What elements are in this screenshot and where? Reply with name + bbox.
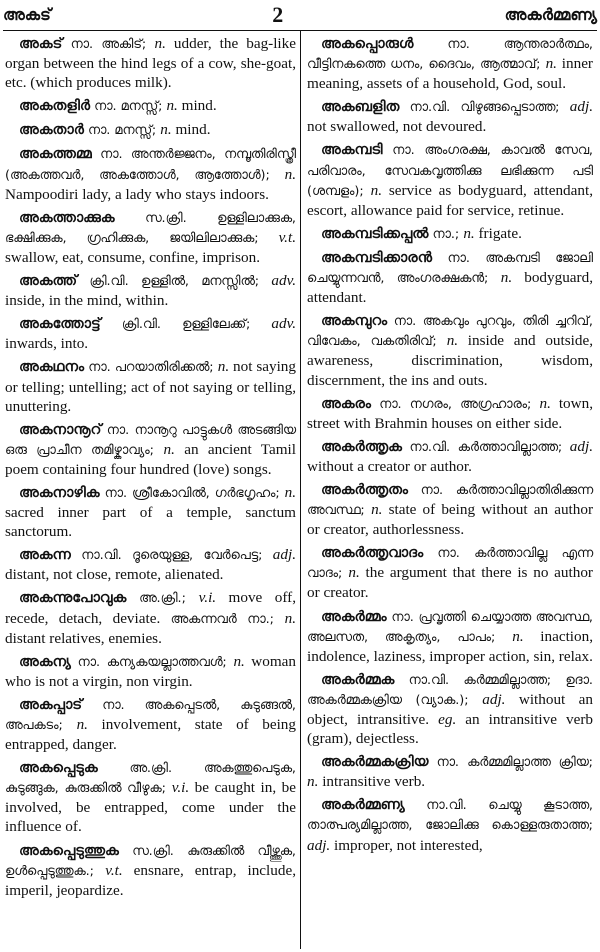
headword: അകർത്തൃവാദം: [321, 545, 424, 562]
dictionary-entry: [307, 437, 593, 476]
english-definition: inner meaning, assets of a household, God, soul.: [307, 55, 593, 93]
headword: അകതാർ: [19, 122, 84, 139]
dictionary-entry: [5, 120, 296, 140]
headword: അകരം: [321, 395, 372, 412]
dictionary-entry: [5, 271, 296, 310]
grammar-abbreviation: n.: [512, 627, 524, 645]
grammar-abbreviation: n.: [217, 358, 230, 376]
headword: അകർത്തൃതം: [321, 481, 408, 498]
malayalam-gloss: നാ. നാനൂറു പാട്ടുകൾ അടങ്ങിയ ഒരു പ്രാചീന തമിഴ്കാവ്യം;: [5, 422, 296, 458]
dictionary-entry: [307, 394, 593, 433]
grammar-abbreviation: n.: [163, 440, 175, 458]
headword: അകപ്പൊരുൾ: [321, 36, 414, 52]
grammar-abbreviation: n.: [76, 716, 88, 733]
grammar-abbreviation: n.: [154, 35, 166, 52]
malayalam-gloss: നാ. അന്തർജ്ജനം, നമ്പൂതിരിസ്ത്രീ (അകത്തവർ, അകത്തോൾ, ആത്തോൾ);: [5, 147, 296, 183]
dictionary-entry: [5, 545, 296, 584]
malayalam-gloss: ക്രി.വി. ഉള്ളിലേക്ക്;: [100, 317, 272, 333]
english-definition: improper, not interested,: [330, 836, 483, 854]
headword: അകന്നുപോവുക: [19, 590, 127, 607]
headword: അകപ്പെടുത്തുക: [19, 842, 119, 859]
grammar-abbreviation: n.: [233, 652, 245, 670]
dictionary-entry: [307, 607, 593, 666]
dictionary-entry: [307, 140, 593, 219]
grammar-abbreviation: n.: [500, 269, 513, 287]
english-definition: inside, in the mind, within.: [5, 292, 169, 310]
headword: അകനാനൂറ്: [19, 421, 102, 438]
grammar-abbreviation: v.t.: [105, 861, 123, 879]
english-definition: inaction, indolence, laziness, improper action, sin, relax.: [307, 627, 593, 665]
malayalam-gloss: സ.ക്രി. ഉള്ളിലാക്കുക, ഭക്ഷിക്കുക, ഗ്രഹിക്കുക, ജയിലിലാക്കുക;: [5, 210, 296, 246]
malayalam-gloss: നാ. കർമ്മമില്ലാത്ത ക്രിയ;: [428, 755, 593, 771]
malayalam-gloss: നാ.വി. ചെയ്യു കൂടാത്ത, താത്പര്യമില്ലാത്ത, ജോലിക്കു കൊള്ളരുതാത്ത;: [307, 798, 593, 834]
malayalam-gloss: സ.ക്രി. കുരുക്കിൽ വീഴ്ത്തുക, ഉൾപ്പെടുത്തുക.;: [5, 843, 296, 879]
english-definition: without an object, intransitive.: [307, 690, 593, 728]
grammar-abbreviation: adj.: [482, 690, 506, 708]
headword: അകർത്തൃക: [321, 438, 402, 455]
dictionary-entry: [5, 483, 296, 541]
dictionary-entry: [5, 841, 296, 900]
malayalam-gloss: നാ. അംഗരക്ഷ, കാവൽ സേവ, പരിവാരം, സേവകവൃത്തിക്കു ലഭിക്കുന്ന പടി (ശമ്പളം);: [307, 143, 593, 199]
english-definition: sacred inner part of a temple, sanctum sanctorum.: [5, 504, 296, 541]
malayalam-gloss: നാ.വി. ദൂരെയുള്ള, വേർപെട്ട;: [70, 548, 273, 564]
headword: അകർമ്മം: [321, 608, 387, 625]
headword: അകത്തോട്ട്: [19, 316, 101, 333]
grammar-abbreviation: adj.: [569, 437, 593, 455]
headword: അകമ്പുറം: [321, 313, 388, 330]
english-definition: inside and outside, awareness, discrimination, wisdom, discernment, the ins and outs.: [307, 332, 593, 389]
english-definition: be caught in, be involved, be entrapped, come under the influence of.: [5, 779, 297, 836]
dictionary-entry: [5, 144, 296, 203]
columns: [3, 31, 597, 949]
headword: അകപ്പാട്: [19, 696, 83, 713]
english-definition: woman who is not a virgin, non virgin.: [5, 652, 296, 690]
malayalam-gloss: നാ.വി. വിഴുങ്ങപ്പെടാത്ത;: [399, 100, 570, 116]
english-definition: bodyguard, attendant.: [307, 269, 593, 307]
english-definition: intransitive verb.: [318, 773, 426, 791]
headword: അകർമ്മണ്യ: [321, 797, 405, 814]
malayalam-gloss: നാ. പ്രവൃത്തി ചെയ്യാത്ത അവസ്ഥ, അലസത, അകൃത്യം, പാപം;: [307, 609, 593, 645]
dictionary-entry: [307, 752, 593, 791]
english-definition: not saying or telling; untelling; act of not saying or telling, unuttering.: [5, 358, 296, 415]
headword: അകബളിത: [321, 99, 400, 116]
english-definition: town, street with Brahmin houses on either side.: [307, 394, 594, 432]
dictionary-entry: [307, 670, 593, 748]
english-definition: service as bodyguard, attendant, escort, allowance paid for service, retinue.: [307, 181, 593, 219]
grammar-abbreviation: adv.: [271, 315, 296, 333]
english-definition: the argument that there is no author or creator.: [307, 564, 593, 602]
malayalam-gloss: നാ. ആന്തരാർത്ഥം, വീട്ടിനകത്തെ ധനം, ദൈവം, ആത്മാവ്;: [307, 37, 593, 73]
headword: അകന്ന: [19, 547, 71, 564]
dictionary-entry: [307, 311, 593, 389]
headword: അകന്യ: [19, 653, 71, 670]
dictionary-entry: [307, 34, 593, 93]
grammar-abbreviation: n.: [160, 121, 172, 139]
headword: അകതളിർ: [19, 98, 91, 115]
page-number: 2: [272, 2, 284, 27]
page-header: [3, 0, 597, 31]
headword: അകപ്പെടുക: [19, 760, 98, 777]
english-definition: mind.: [177, 97, 217, 115]
dictionary-entry: [5, 588, 296, 647]
english-definition: inwards, into.: [5, 335, 89, 353]
english-definition: udder, the bag-like organ between the hind legs of a cow, she-goat, etc. (which produces milk).: [5, 35, 296, 92]
left-column: [3, 31, 300, 949]
malayalam-gloss: അ.ക്രി. അകത്തുപെടുക, കുടുങ്ങുക, കുരുക്കിൽ വീഴുക;: [5, 761, 296, 797]
grammar-abbreviation: v.t.: [278, 228, 296, 246]
malayalam-gloss: നാ. അകവും പുറവും, തിരി ച്ചറിവ്, വിവേകം, വകതിരിവ്;: [307, 314, 593, 350]
grammar-abbreviation: n.: [166, 97, 178, 115]
headword: അകത്ത്: [19, 273, 78, 290]
dictionary-entry: [5, 357, 296, 415]
grammar-abbreviation: n.: [307, 773, 319, 791]
malayalam-gloss: നാ. അകപ്പെടൽ, കുടുങ്ങൽ, അപകടം;: [5, 697, 296, 733]
english-definition: distant relatives, enemies.: [5, 629, 162, 647]
malayalam-gloss: നാ. കർത്താവില്ല എന്ന വാദം;: [307, 546, 593, 582]
malayalam-gloss: നാ.വി. കർമ്മമില്ലാത്ത; ഉദാ. അകർമ്മകക്രിയ (വ്യാക.);: [307, 672, 593, 708]
malayalam-gloss: നാ.വി. കർത്താവില്ലാത്ത;: [401, 439, 570, 455]
malayalam-gloss: അകന്നവർ നാ.;: [170, 611, 285, 627]
grammar-abbreviation: v.i.: [171, 779, 190, 797]
header-first-headword: അകട്: [3, 5, 51, 24]
malayalam-gloss: നാ. മനസ്സ്;: [83, 123, 161, 139]
dictionary-entry: [5, 96, 296, 116]
headword: അകഥനം: [19, 359, 85, 376]
grammar-abbreviation: n.: [348, 564, 360, 582]
english-definition: without a creator or author.: [307, 457, 472, 475]
malayalam-gloss: നാ. കർത്താവില്ലാതിരിക്കുന്ന അവസ്ഥ;: [307, 482, 593, 519]
grammar-abbreviation: n.: [463, 224, 475, 242]
english-definition: an intransitive verb (gram), dejectless.: [307, 711, 594, 748]
right-column: [300, 31, 597, 949]
grammar-abbreviation: n.: [371, 501, 383, 519]
english-definition: an ancient Tamil poem containing four hundred (love) songs.: [5, 440, 296, 478]
dictionary-entry: [307, 480, 593, 539]
english-definition: distant, not close, remote, alienated.: [5, 566, 224, 584]
dictionary-entry: [5, 695, 296, 754]
english-definition: involvement, state of being entrapped, danger.: [5, 716, 296, 754]
headword: അകർമ്മകക്രിയ: [321, 754, 429, 771]
malayalam-gloss: ക്രി.വി. ഉള്ളിൽ, മനസ്സിൽ;: [77, 274, 272, 290]
dictionary-entry: [5, 314, 296, 353]
english-definition: move off, recede, detach, deviate.: [5, 589, 296, 627]
headword: അകമ്പടിക്കാരൻ: [321, 249, 433, 266]
malayalam-gloss: നാ. അകിട്;: [62, 37, 155, 52]
grammar-abbreviation: adj.: [272, 546, 296, 564]
headword: അകത്താക്കുക: [19, 209, 115, 226]
dictionary-entry: [307, 795, 593, 854]
malayalam-gloss: നാ. അകമ്പടി ജോലി ചെയ്യുന്നവൻ, അംഗരക്ഷകൻ;: [307, 250, 593, 287]
dictionary-entry: [307, 97, 593, 136]
grammar-abbreviation: n.: [284, 483, 296, 501]
headword: അകത്തമ്മ: [19, 146, 92, 163]
english-definition: mind.: [171, 121, 211, 139]
headword: അകട്: [19, 36, 63, 52]
dictionary-entry: [5, 34, 296, 92]
grammar-abbreviation: n.: [370, 181, 383, 199]
headword: അകമ്പടിക്കപ്പൽ: [321, 225, 429, 242]
grammar-abbreviation: n.: [539, 394, 551, 412]
malayalam-gloss: നാ. മനസ്സ്;: [90, 99, 167, 115]
dictionary-entry: [5, 758, 296, 836]
headword: അകനാഴിക: [19, 484, 100, 501]
grammar-abbreviation: adj.: [569, 98, 593, 116]
headword: അകമ്പടി: [321, 142, 383, 159]
grammar-abbreviation: n.: [284, 165, 296, 183]
dictionary-entry: [5, 420, 296, 479]
english-definition: not swallowed, not devoured.: [307, 118, 487, 136]
header-last-headword: അകർമ്മണ്യ: [504, 5, 597, 24]
grammar-abbreviation: adj.: [307, 836, 331, 854]
dictionary-entry: [5, 652, 296, 691]
malayalam-gloss: നാ.;: [428, 226, 464, 242]
dictionary-entry: [5, 208, 296, 267]
grammar-abbreviation: v.i.: [198, 589, 217, 607]
malayalam-gloss: അ.ക്രി.;: [126, 591, 199, 607]
english-definition: state of being without an author or creator, authorlessness.: [307, 501, 593, 539]
malayalam-gloss: നാ. നഗരം, അഗ്രഹാരം;: [371, 396, 540, 412]
malayalam-gloss: നാ. ശ്രീകോവിൽ, ഗർഭഗൃഹം;: [99, 485, 285, 501]
dictionary-entry: [307, 224, 593, 244]
dictionary-entry: [307, 248, 593, 307]
grammar-abbreviation: adv.: [271, 272, 296, 290]
english-definition: Nampoodiri lady, a lady who stays indoors.: [5, 185, 269, 203]
malayalam-gloss: നാ. കന്യകയല്ലാത്തവൾ;: [70, 654, 234, 670]
dictionary-entry: [307, 543, 593, 602]
english-definition: swallow, eat, consume, confine, imprison.: [5, 248, 261, 266]
english-definition: ensnare, entrap, include, imperil, jeopardize.: [5, 861, 296, 899]
grammar-abbreviation: eg.: [438, 711, 457, 728]
grammar-abbreviation: n.: [545, 55, 557, 73]
grammar-abbreviation: n.: [446, 332, 459, 350]
grammar-abbreviation: n.: [284, 609, 296, 627]
english-definition: frigate.: [474, 224, 522, 242]
malayalam-gloss: നാ. പറയാതിരിക്കൽ;: [84, 360, 218, 376]
headword: അകർമ്മക: [321, 671, 395, 688]
